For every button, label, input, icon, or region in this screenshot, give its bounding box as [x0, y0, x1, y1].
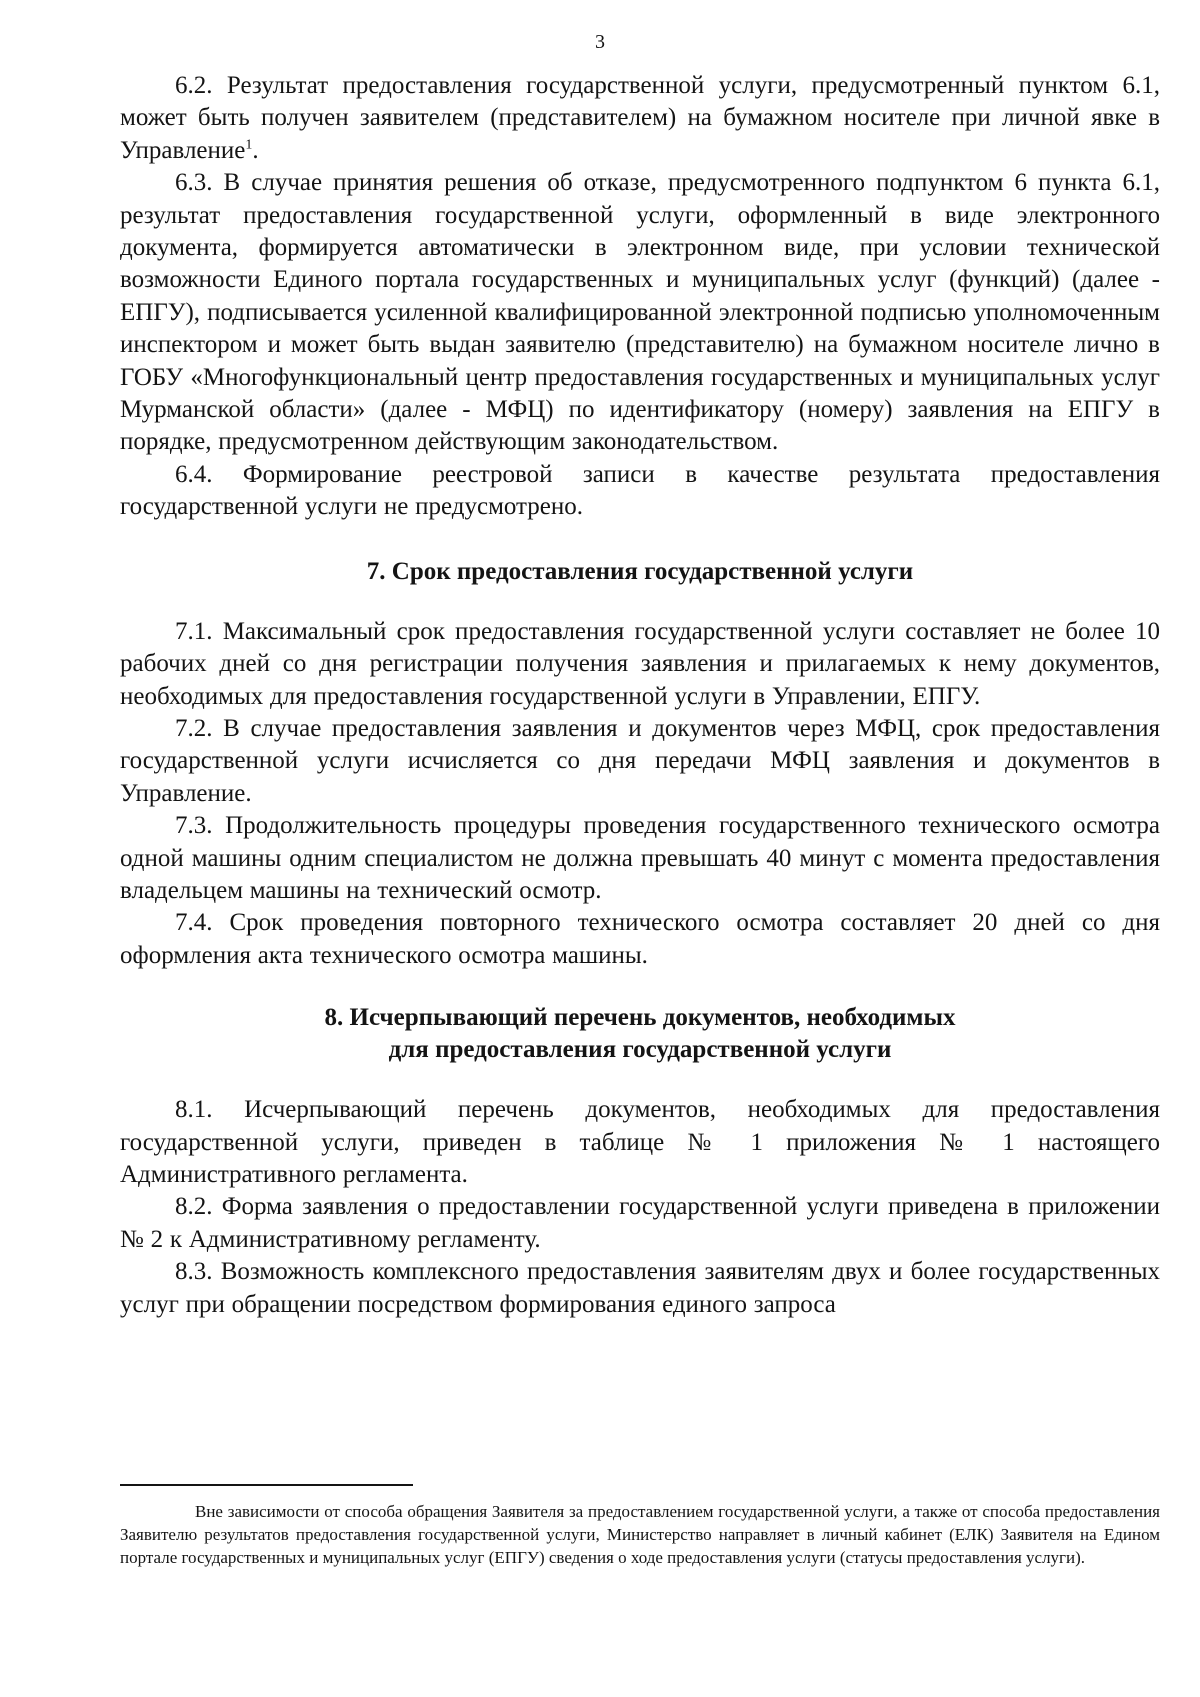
paragraph-7-1: 7.1. Максимальный срок предоставления государственной услуги составляет не более 10 рабочих дней со дня регистрации получения заявления и прилагаемых к нему документов, необходимых для предоставления государственной услуги в Управлении, ЕПГУ. — [120, 617, 1160, 710]
paragraph-6-2 — [120, 70, 1160, 167]
footnote-text: Вне зависимости от способа обращения Заявителя за предоставлением государственной услуги, а также от способа предоставления Заявителю результатов предоставления государственной услуги, Министерство направляет в личный кабинет (ЕЛК) Заявителя на Едином портале государственных и муниципальных услуг (ЕПГУ) сведения о ходе предоставления услуги (статусы предоставления услуги). — [120, 1502, 1160, 1567]
document-body — [120, 70, 1160, 1321]
paragraph-7-4: 7.4. Срок проведения повторного технического осмотра составляет 20 дней со дня оформления акта технического осмотра машины. — [120, 909, 1160, 969]
footnote-reference[interactable]: 1 — [245, 137, 253, 153]
section-7-heading: 7. Срок предоставления государственной услуги — [366, 557, 914, 585]
paragraph-6-4: 6.4. Формирование реестровой записи в качестве результата предоставления государственной услуги не предусмотрено. — [120, 460, 1160, 521]
page-number: 3 — [595, 31, 605, 53]
paragraph-6-3: 6.3. В случае принятия решения об отказе, предусмотренного подпунктом 6 пункта 6.1, результат предоставления государственной услуги, оформленный в виде электронного документа, формируется автоматически в электронном виде, при условии технической возможности Единого портала государственных и муниципальных услуг (функций) (далее - ЕПГУ), подписывается усиленной квалифицированной электронной подписью уполномоченным инспектором и может быть выдан заявителю (представителю) на бумажном носителе лично в ГОБУ «Многофункциональный центр предоставления государственных и муниципальных услуг Мурманской области» (далее - МФЦ) по идентификатору (номеру) заявления на ЕПГУ в порядке, предусмотренном действующим законодательством. — [120, 169, 1160, 456]
section-8-heading — [120, 1002, 1160, 1066]
section-8-heading-line-2: для предоставления государственной услуги — [388, 1036, 892, 1064]
paragraph-8-1: 8.1. Исчерпывающий перечень документов, необходимых для предоставления государственной услуги, приведен в таблице № 1 приложения № 1 настоящего Административного регламента. — [120, 1096, 1160, 1188]
section-8-heading-line-1: 8. Исчерпывающий перечень документов, необходимых — [324, 1004, 956, 1032]
paragraph-8-3: 8.3. Возможность комплексного предоставления заявителям двух и более государственных услуг при обращении посредством формирования единого запроса — [120, 1258, 1160, 1318]
paragraph-7-2: 7.2. В случае предоставления заявления и документов через МФЦ, срок предоставления государственной услуги исчисляется со дня передачи МФЦ заявления и документов в Управление. — [120, 714, 1160, 807]
paragraph-6-2-text: 6.2. Результат предоставления государственной услуги, предусмотренный пунктом 6.1, может быть получен заявителем (представителем) на бумажном носителе при личной явке в Управление — [120, 72, 1160, 164]
paragraph-8-2: 8.2. Форма заявления о предоставлении государственной услуги приведена в приложении № 2 к Административному регламенту. — [120, 1193, 1160, 1253]
footnote-divider — [120, 1484, 413, 1486]
paragraph-7-3: 7.3. Продолжительность процедуры проведения государственного технического осмотра одной машины одним специалистом не должна превышать 40 минут с момента предоставления владельцем машины на технический осмотр. — [120, 812, 1160, 904]
paragraph-6-2-end: . — [252, 136, 259, 164]
